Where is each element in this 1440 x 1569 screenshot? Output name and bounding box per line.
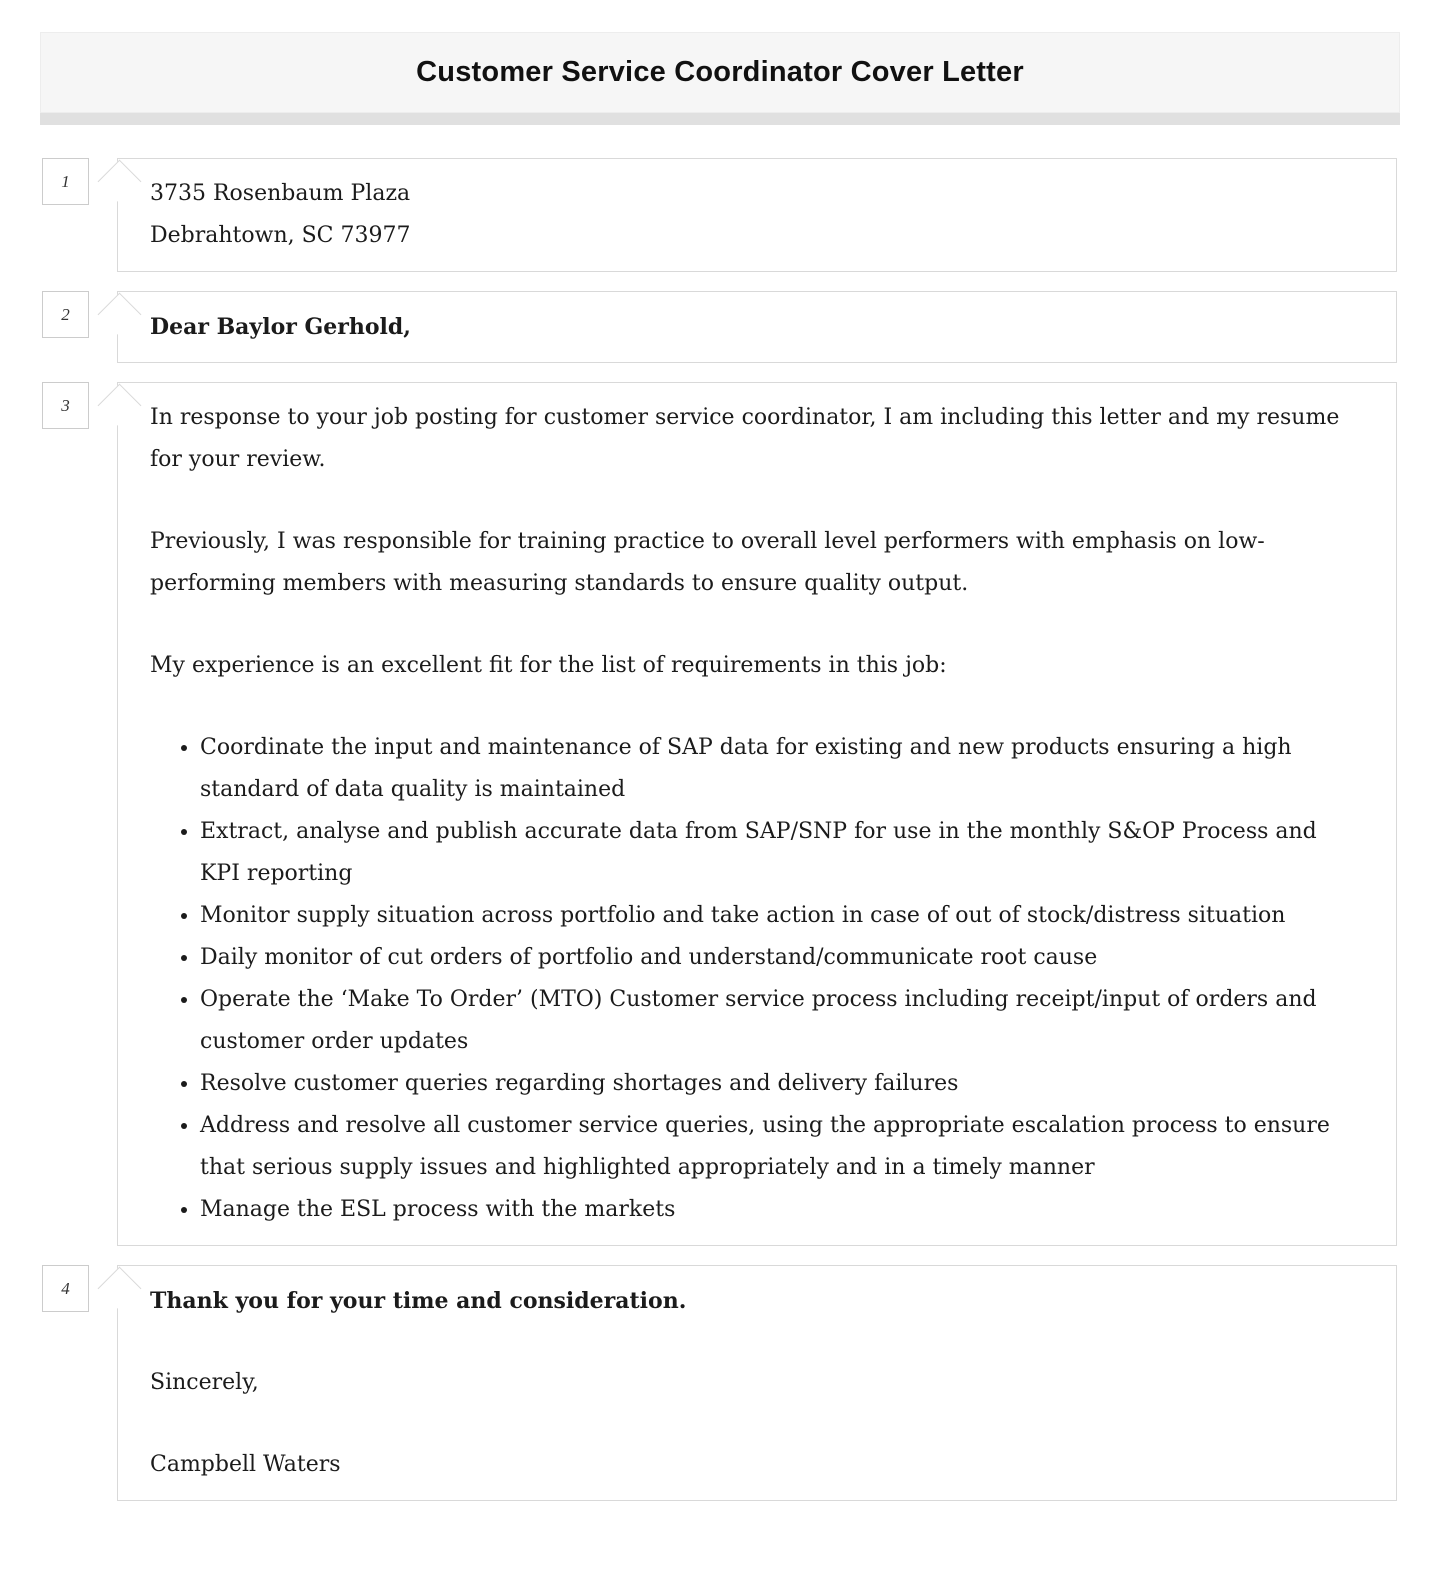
bullet-item: • Manage the ESL process with the markets (200, 1189, 1362, 1231)
closing-card (117, 1265, 1397, 1501)
bullet-item: • Daily monitor of cut orders of portfolio and understand/communicate root cause (200, 937, 1362, 979)
body-paragraph-2: Previously, I was responsible for training practice to overall level performers with emphasis on low-performing members with measuring standards to ensure quality output. (150, 529, 1265, 596)
salutation-card (117, 291, 1397, 363)
title-bar-shadow (40, 113, 1400, 125)
cover-letter-sections (0, 125, 1440, 1501)
signoff-text: Sincerely, (150, 1370, 259, 1395)
section-body (42, 382, 1397, 1246)
section-badge-1: 1 (42, 158, 89, 205)
document-title: Customer Service Coordinator Cover Letter (416, 56, 1024, 88)
body-paragraph-3: My experience is an excellent fit for the list of requirements in this job: (150, 653, 947, 678)
section-address (42, 158, 1397, 272)
bullet-item: • Operate the ‘Make To Order’ (MTO) Customer service process including receipt/input of orders and customer order updates (200, 979, 1362, 1063)
section-badge-4: 4 (42, 1265, 89, 1312)
address-line-2: Debrahtown, SC 73977 (150, 223, 411, 248)
bullet-item: • Monitor supply situation across portfolio and take action in case of out of stock/distress situation (200, 895, 1362, 937)
signature-name: Campbell Waters (150, 1452, 341, 1477)
section-badge-3: 3 (42, 382, 89, 429)
address-card (117, 158, 1397, 272)
bullet-item: • Resolve customer queries regarding shortages and delivery failures (200, 1063, 1362, 1105)
section-closing (42, 1265, 1397, 1501)
salutation-text: Dear Baylor Gerhold, (150, 314, 411, 340)
body-card (117, 382, 1397, 1246)
section-badge-2: 2 (42, 291, 89, 338)
document-title-bar (40, 32, 1400, 113)
address-line-1: 3735 Rosenbaum Plaza (150, 181, 411, 206)
section-salutation (42, 291, 1397, 363)
closing-text: Thank you for your time and consideration. (150, 1288, 687, 1314)
bullet-item: • Coordinate the input and maintenance of SAP data for existing and new products ensuring a high standard of data quality is maintained (200, 727, 1362, 811)
bullet-item: • Extract, analyse and publish accurate data from SAP/SNP for use in the monthly S&OP Process and KPI reporting (200, 811, 1362, 895)
requirements-list (150, 727, 1362, 1231)
body-paragraph-1: In response to your job posting for customer service coordinator, I am including this letter and my resume for your review. (150, 405, 1340, 472)
bullet-item: • Address and resolve all customer service queries, using the appropriate escalation process to ensure that serious supply issues and highlighted appropriately and in a timely manner (200, 1105, 1362, 1189)
